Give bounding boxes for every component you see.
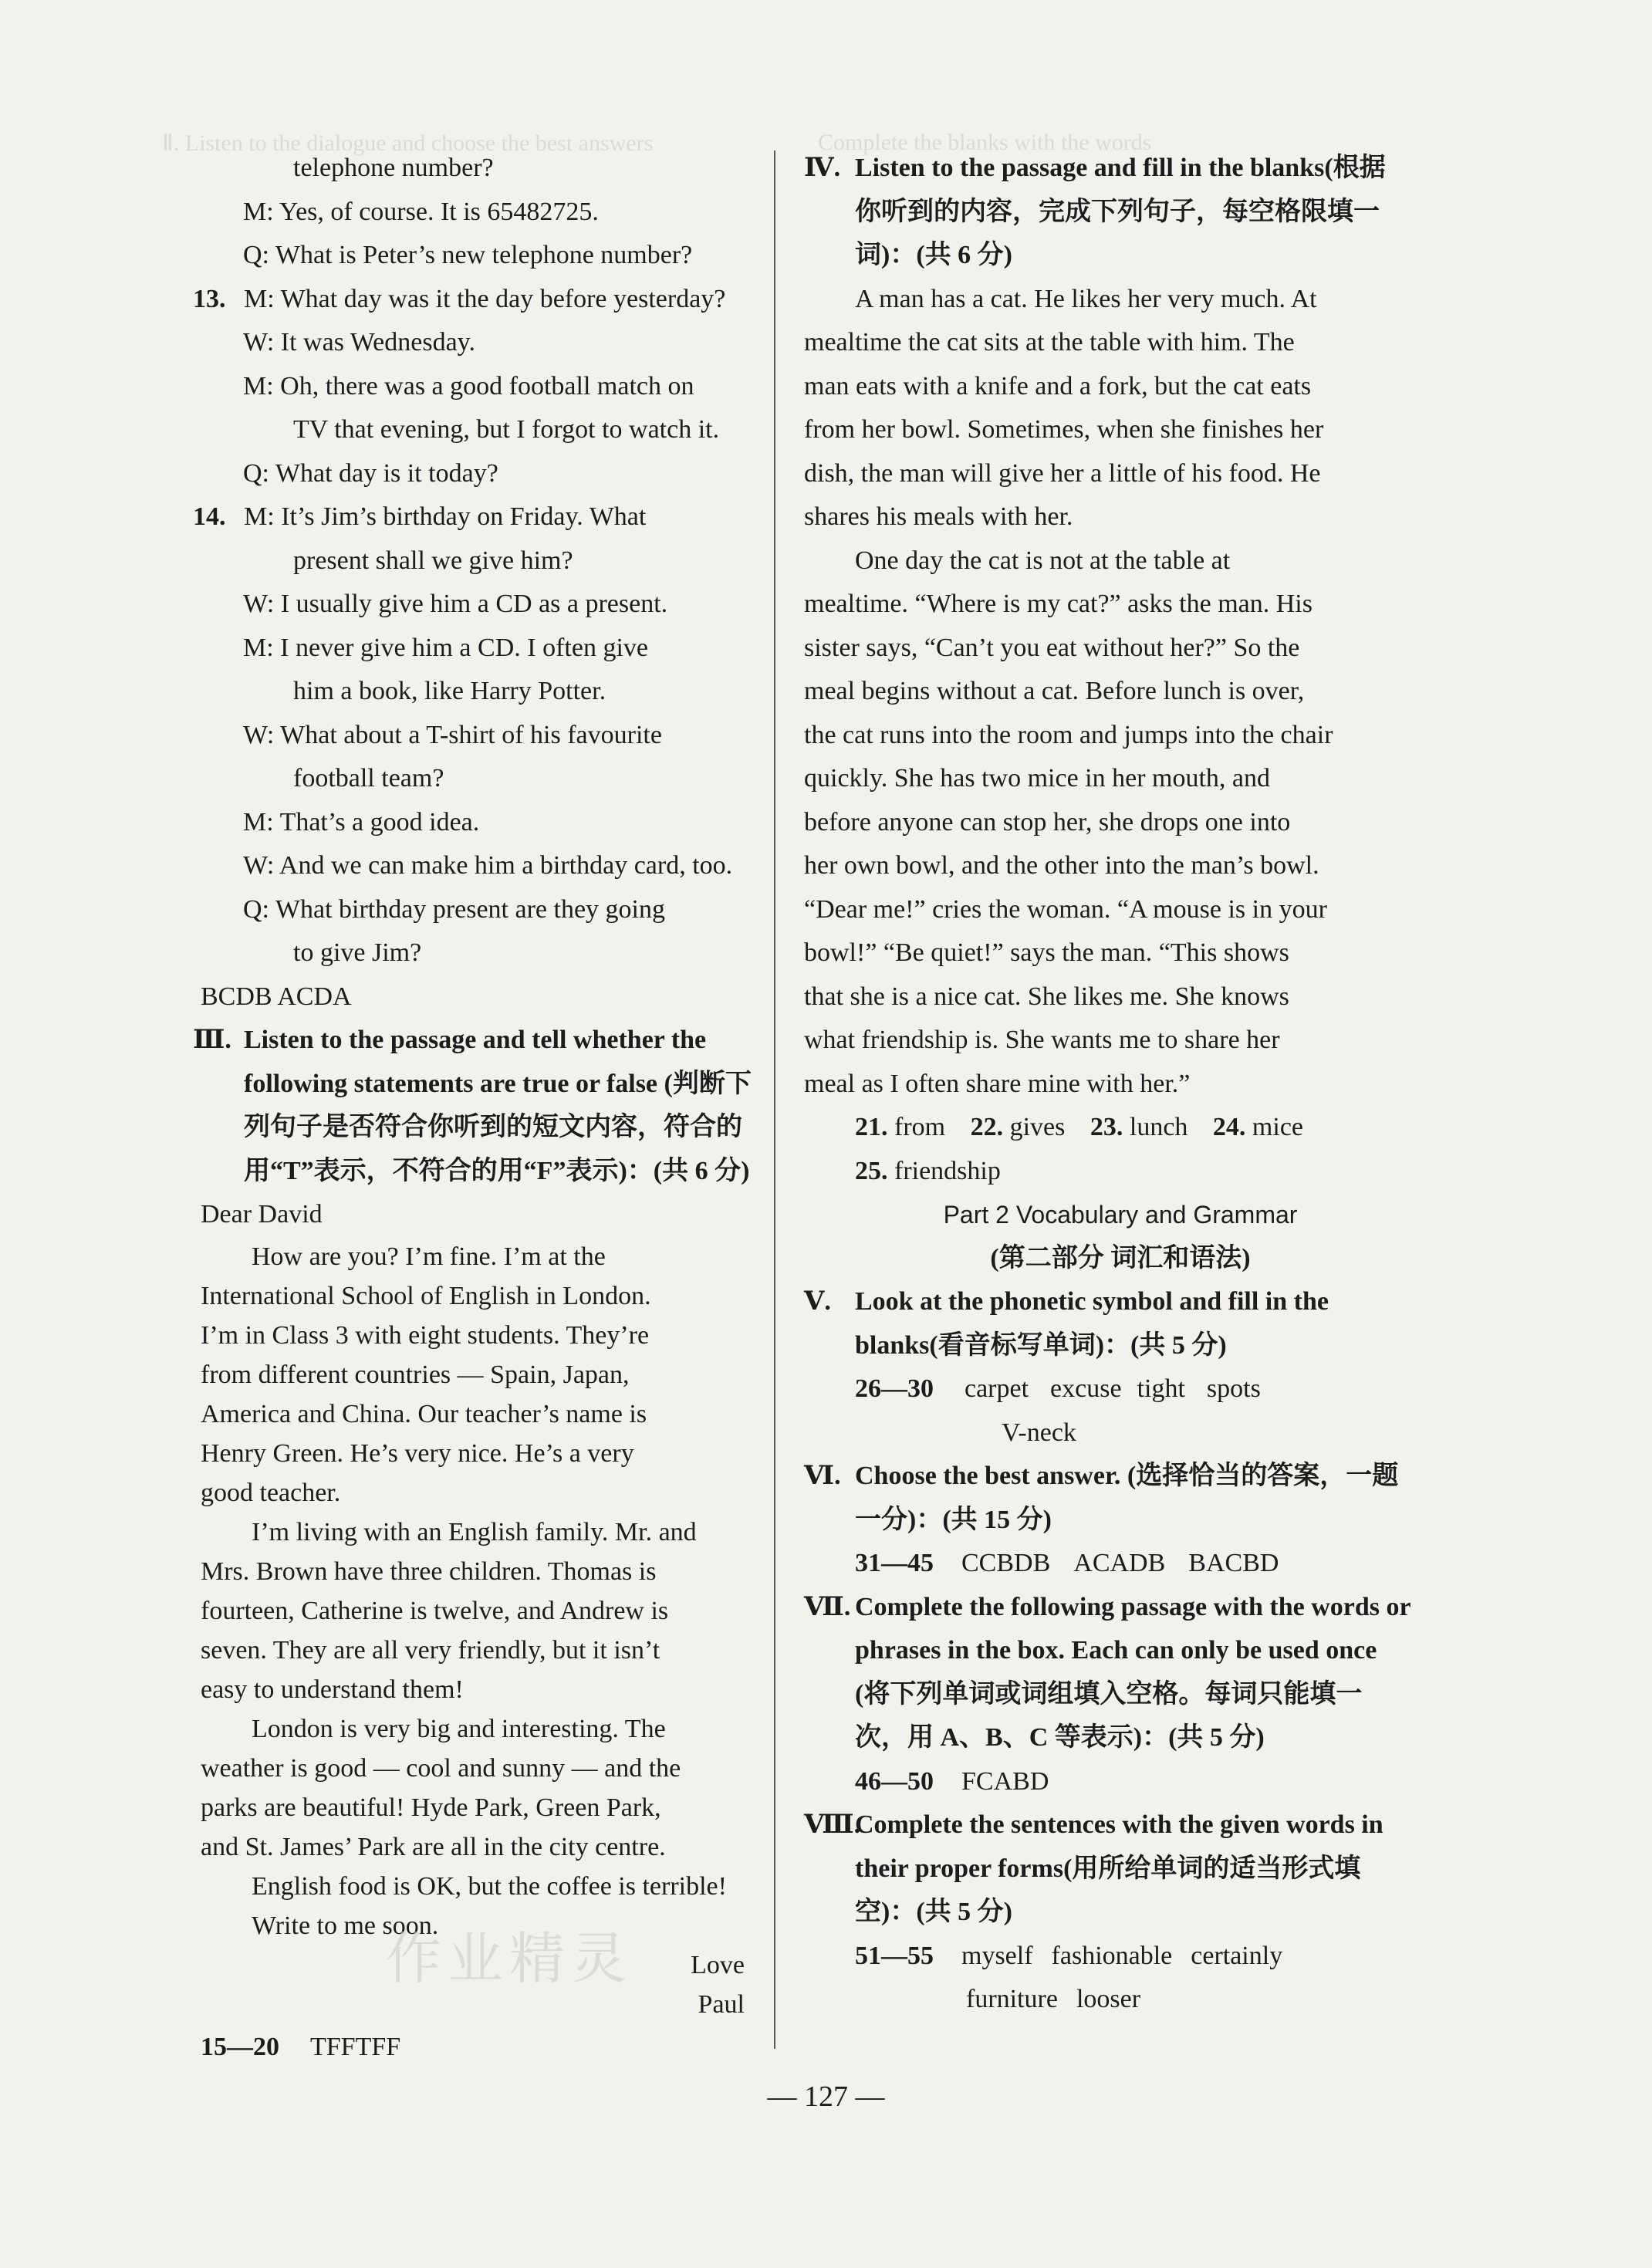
passage-line: mealtime. “Where is my cat?” asks the man. His xyxy=(804,590,1312,618)
answer-15-20 xyxy=(193,2024,745,2070)
text-line: telephone number? xyxy=(293,154,494,182)
passage-line: mealtime the cat sits at the table with him. The xyxy=(804,328,1295,357)
letter-signature: Paul xyxy=(698,1989,745,2019)
speaker-label: M: xyxy=(244,284,275,313)
text-line: M: Yes, of course. It is 65482725. xyxy=(243,197,599,226)
answer-range: 15—20 xyxy=(201,2032,279,2061)
text-line: What day was it the day before yesterday? xyxy=(280,284,726,313)
question-number: 14. xyxy=(193,502,226,531)
passage-line: bowl!” “Be quiet!” says the man. “This shows xyxy=(804,938,1289,967)
section-instruction: 用“T”表示，不符合的用“F”表示)：(共 6 分) xyxy=(244,1156,750,1185)
answer-number: 25. xyxy=(855,1156,888,1185)
section-number: Ⅵ. xyxy=(804,1462,841,1490)
text-line: It’s Jim’s birthday on Friday. What xyxy=(281,502,647,531)
letter-line: Write to me soon. xyxy=(252,1911,439,1940)
letter-line: seven. They are all very friendly, but it isn’t xyxy=(201,1635,660,1665)
section-instruction: following statements are true or false (判断下 xyxy=(244,1069,752,1098)
passage-line: man eats with a knife and a fork, but the cat eats xyxy=(804,371,1312,401)
section-instruction: 词)：(共 6 分) xyxy=(855,241,1012,269)
letter-line: How are you? I’m fine. I’m at the xyxy=(252,1242,606,1271)
answer-word: mice xyxy=(1252,1113,1303,1141)
answer-word: lunch xyxy=(1129,1113,1188,1141)
passage-line: from her bowl. Sometimes, when she finishes her xyxy=(804,415,1324,444)
answer-range: 51—55 xyxy=(855,1941,934,1970)
answers-46-50 xyxy=(804,1760,1406,1804)
answer-word: carpet xyxy=(965,1374,1029,1403)
answers-51-55-cont xyxy=(804,1978,1406,2022)
section-instruction: 次，用 A、B、C 等表示)：(共 5 分) xyxy=(855,1723,1265,1752)
text-line: to give Jim? xyxy=(293,938,422,967)
answer-word: furniture xyxy=(966,1985,1058,2013)
passage-line: that she is a nice cat. She likes me. She knows xyxy=(804,982,1289,1011)
letter-line: fourteen, Catherine is twelve, and Andrew is xyxy=(201,1596,669,1625)
passage-line: before anyone can stop her, she drops one into xyxy=(804,807,1291,837)
letter-greeting: Dear David xyxy=(201,1200,323,1229)
letter-line: weather is good — cool and sunny — and the xyxy=(201,1753,681,1783)
section-instruction: Look at the phonetic symbol and fill in the xyxy=(855,1287,1329,1316)
section-instruction: Complete the sentences with the given words in xyxy=(855,1810,1383,1839)
section-number: Ⅴ. xyxy=(804,1287,831,1316)
letter-line: and St. James’ Park are all in the city centre. xyxy=(201,1832,666,1861)
section-instruction: (将下列单词或词组填入空格。每词只能填一 xyxy=(855,1679,1363,1709)
answer-number: 21. xyxy=(855,1113,888,1141)
answers-51-55 xyxy=(804,1935,1406,1979)
speaker-label: M: xyxy=(244,502,275,531)
letter-line: Mrs. Brown have three children. Thomas is xyxy=(201,1557,657,1586)
watermark-logo: 作业精灵 xyxy=(386,1926,633,1991)
answer-word: from xyxy=(894,1113,946,1141)
passage-line: “Dear me!” cries the woman. “A mouse is in your xyxy=(804,894,1327,924)
passage-line: meal begins without a cat. Before lunch is over, xyxy=(804,677,1305,705)
section-instruction: 你听到的内容，完成下列句子，每空格限填一 xyxy=(855,197,1380,226)
answer-line: BCDB ACDA xyxy=(201,982,352,1011)
answers-31-45 xyxy=(804,1542,1406,1586)
bleed-through-text: Ⅱ. Listen to the dialogue and choose the best answers xyxy=(162,130,654,156)
text-line: Q: What day is it today? xyxy=(243,458,498,488)
passage-line: quickly. She has two mice in her mouth, and xyxy=(804,764,1271,793)
passage-line: dish, the man will give her a little of his food. He xyxy=(804,458,1321,488)
answer-value: CCBDB xyxy=(961,1549,1051,1577)
right-column xyxy=(804,147,1411,2022)
passage-line: A man has a cat. He likes her very much. At xyxy=(855,284,1317,313)
answer-value: ACADB xyxy=(1073,1549,1166,1577)
letter-line: parks are beautiful! Hyde Park, Green Park, xyxy=(201,1793,661,1822)
answer-word: V-neck xyxy=(1002,1418,1076,1447)
bleed-through-text: Complete the blanks with the words xyxy=(818,130,1152,155)
answers-21-24 xyxy=(804,1106,1406,1150)
answer-value: BACBD xyxy=(1188,1549,1279,1577)
section-instruction: 一分)：(共 15 分) xyxy=(855,1505,1052,1534)
text-line: W: And we can make him a birthday card, too. xyxy=(243,851,733,880)
answer-range: 26—30 xyxy=(855,1374,934,1403)
page-number: — 127 — xyxy=(767,2080,885,2113)
question-14 xyxy=(193,495,745,539)
section-3-heading xyxy=(193,1019,745,1063)
answer-range: 46—50 xyxy=(855,1766,934,1796)
text-line: him a book, like Harry Potter. xyxy=(293,677,606,705)
part-2-title: Part 2 Vocabulary and Grammar xyxy=(943,1201,1298,1229)
answer-word: spots xyxy=(1206,1374,1261,1403)
answer-number: 24. xyxy=(1212,1113,1246,1141)
answer-number: 23. xyxy=(1090,1113,1123,1141)
question-13 xyxy=(193,278,745,322)
answers-26-30 xyxy=(804,1367,1406,1411)
letter-line: Henry Green. He’s very nice. He’s a very xyxy=(201,1438,634,1468)
passage-line: the cat runs into the room and jumps into the chair xyxy=(804,720,1333,749)
passage-line: her own bowl, and the other into the man’s bowl. xyxy=(804,851,1319,880)
text-line: W: What about a T-shirt of his favourite xyxy=(243,720,662,749)
text-line: Q: What is Peter’s new telephone number? xyxy=(243,241,693,269)
text-line: M: That’s a good idea. xyxy=(243,807,480,837)
part-2-subtitle: (第二部分 词汇和语法) xyxy=(990,1243,1251,1273)
answer-word: myself xyxy=(961,1941,1033,1970)
left-column xyxy=(193,147,752,2070)
text-line: Q: What birthday present are they going xyxy=(243,894,665,924)
section-number: Ⅶ. xyxy=(804,1592,851,1621)
section-instruction: Complete the following passage with the words or xyxy=(855,1592,1411,1621)
answer-word: excuse xyxy=(1050,1374,1122,1403)
letter-line: International School of English in London. xyxy=(201,1281,651,1310)
section-instruction: phrases in the box. Each can only be used once xyxy=(855,1636,1377,1665)
section-6-heading xyxy=(804,1455,1406,1499)
section-instruction: Listen to the passage and tell whether the xyxy=(244,1026,707,1054)
section-8-heading xyxy=(804,1803,1406,1847)
passage-line: One day the cat is not at the table at xyxy=(855,546,1231,575)
passage-line: what friendship is. She wants me to share her xyxy=(804,1026,1280,1054)
answer-25 xyxy=(804,1150,1406,1194)
answer-word: gives xyxy=(1009,1113,1066,1141)
section-number: Ⅲ. xyxy=(193,1026,231,1054)
section-instruction: 空)：(共 5 分) xyxy=(855,1898,1012,1926)
letter-closing: Love xyxy=(691,1950,745,1979)
letter-line: easy to understand them! xyxy=(201,1675,464,1704)
text-line: present shall we give him? xyxy=(293,546,573,575)
answer-number: 22. xyxy=(970,1113,1004,1141)
text-line: TV that evening, but I forgot to watch it. xyxy=(293,415,720,444)
section-number: Ⅷ. xyxy=(804,1810,861,1839)
question-number: 13. xyxy=(193,284,226,313)
answer-value: FCABD xyxy=(961,1766,1049,1796)
text-line: M: Oh, there was a good football match on xyxy=(243,371,694,401)
section-number: Ⅳ. xyxy=(804,154,841,182)
passage-line: sister says, “Can’t you eat without her?” So the xyxy=(804,633,1300,662)
passage-line: meal as I often share mine with her.” xyxy=(804,1069,1191,1098)
section-7-heading xyxy=(804,1586,1411,1630)
text-line: W: I usually give him a CD as a present. xyxy=(243,590,668,618)
section-instruction: blanks(看音标写单词)：(共 5 分) xyxy=(855,1330,1227,1360)
letter-line: America and China. Our teacher’s name is xyxy=(201,1399,647,1428)
text-line: M: I never give him a CD. I often give xyxy=(243,633,648,662)
column-divider xyxy=(774,150,775,2049)
text-line: football team? xyxy=(293,764,444,793)
answer-range: 31—45 xyxy=(855,1549,934,1577)
answer-word: tight xyxy=(1137,1374,1185,1403)
letter-line: I’m in Class 3 with eight students. They’re xyxy=(201,1320,650,1350)
section-instruction: Listen to the passage and fill in the blanks(根据 xyxy=(855,154,1386,182)
answer-word: friendship xyxy=(894,1156,1001,1185)
answer-word: certainly xyxy=(1191,1941,1283,1970)
section-4-heading xyxy=(804,147,1406,191)
section-5-heading xyxy=(804,1280,1406,1324)
letter-line: English food is OK, but the coffee is terrible! xyxy=(252,1871,727,1901)
answer-value: TFFTFF xyxy=(310,2032,401,2061)
letter-line: good teacher. xyxy=(201,1478,341,1507)
answer-word: looser xyxy=(1076,1985,1141,2013)
answer-word: fashionable xyxy=(1051,1941,1173,1970)
letter-line: I’m living with an English family. Mr. and xyxy=(252,1517,697,1546)
section-instruction: 列句子是否符合你听到的短文内容，符合的 xyxy=(244,1113,742,1141)
section-instruction: Choose the best answer. (选择恰当的答案，一题 xyxy=(855,1462,1399,1490)
section-instruction: their proper forms(用所给单词的适当形式填 xyxy=(855,1854,1361,1883)
letter-line: London is very big and interesting. The xyxy=(252,1714,666,1743)
passage-line: shares his meals with her. xyxy=(804,502,1073,531)
letter-line: from different countries — Spain, Japan, xyxy=(201,1360,630,1389)
text-line: W: It was Wednesday. xyxy=(243,328,475,357)
